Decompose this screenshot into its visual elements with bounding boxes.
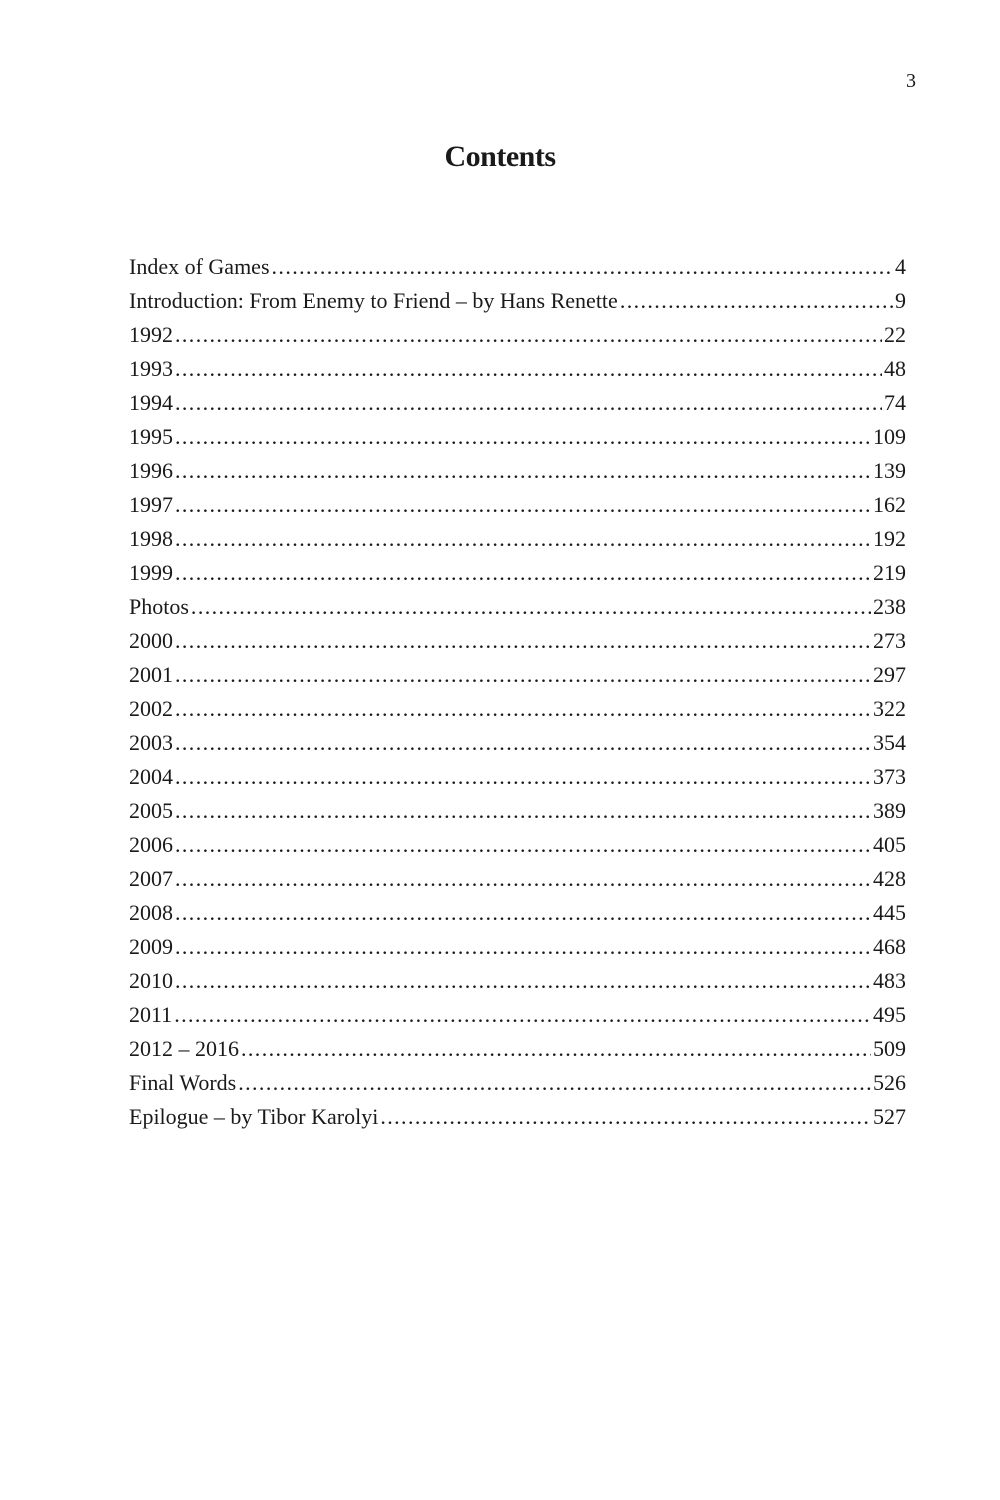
toc-entry-label: 2011 (129, 1002, 173, 1027)
toc-entry (129, 488, 906, 522)
toc-entry-label: Epilogue – by Tibor Karolyi (129, 1104, 379, 1129)
toc-dot-leader (380, 1100, 871, 1134)
toc-entry (129, 284, 906, 318)
toc-dot-leader (175, 556, 871, 590)
toc-entry-label: 2004 (129, 764, 173, 789)
toc-entry (129, 556, 906, 590)
toc-entry-page: 389 (873, 798, 906, 823)
page-number: 3 (906, 70, 916, 92)
toc-dot-leader (241, 1032, 871, 1066)
toc-dot-leader (175, 420, 871, 454)
toc-entry-label: 2005 (129, 798, 173, 823)
toc-entry-page: 238 (873, 594, 906, 619)
toc-dot-leader (175, 658, 871, 692)
toc-entry (129, 794, 906, 828)
toc-entry-page: 273 (873, 628, 906, 653)
toc-entry-page: 109 (873, 424, 906, 449)
toc-entry-label: 2001 (129, 662, 173, 687)
toc-entry-page: 483 (873, 968, 906, 993)
toc-entry-label: Introduction: From Enemy to Friend – by Hans Renette (129, 288, 618, 313)
toc-entry (129, 964, 906, 998)
toc-dot-leader (175, 794, 871, 828)
toc-entry-label: 2003 (129, 730, 173, 755)
toc-entry (129, 726, 906, 760)
toc-dot-leader (175, 896, 871, 930)
toc-entry-page: 4 (895, 254, 906, 279)
toc-entry-page: 162 (873, 492, 906, 517)
toc-dot-leader (272, 250, 893, 284)
toc-dot-leader (175, 760, 871, 794)
toc-entry (129, 1032, 906, 1066)
toc-entry-page: 48 (884, 356, 906, 381)
toc-entry (129, 930, 906, 964)
toc-entry-page: 22 (884, 322, 906, 347)
toc-entry (129, 250, 906, 284)
toc-entry (129, 1100, 906, 1134)
toc-entry-page: 322 (873, 696, 906, 721)
toc-dot-leader (175, 726, 871, 760)
toc-dot-leader (175, 862, 871, 896)
toc-dot-leader (175, 930, 871, 964)
toc-entry-label: 1996 (129, 458, 173, 483)
toc-dot-leader (175, 454, 871, 488)
toc-dot-leader (175, 488, 871, 522)
toc-entry-page: 468 (873, 934, 906, 959)
toc-entry-page: 428 (873, 866, 906, 891)
toc-entry (129, 352, 906, 386)
toc-entry (129, 862, 906, 896)
toc-dot-leader (191, 590, 871, 624)
toc-entry (129, 760, 906, 794)
toc-entry (129, 454, 906, 488)
toc-entry-page: 405 (873, 832, 906, 857)
toc-entry-label: 2007 (129, 866, 173, 891)
toc-entry-page: 527 (873, 1104, 906, 1129)
toc-entry-label: 2008 (129, 900, 173, 925)
toc-entry-label: 2012 – 2016 (129, 1036, 239, 1061)
toc-entry-label: Index of Games (129, 254, 270, 279)
toc-dot-leader (175, 522, 871, 556)
toc-entry (129, 420, 906, 454)
toc-entry-label: 1999 (129, 560, 173, 585)
table-of-contents (129, 250, 906, 1134)
toc-entry-label: 1995 (129, 424, 173, 449)
toc-entry-label: 2000 (129, 628, 173, 653)
page-title: Contents (444, 140, 556, 173)
toc-entry-label: 1997 (129, 492, 173, 517)
toc-entry-label: 2009 (129, 934, 173, 959)
toc-entry (129, 318, 906, 352)
toc-dot-leader (238, 1066, 871, 1100)
toc-entry-page: 219 (873, 560, 906, 585)
toc-entry-page: 9 (895, 288, 906, 313)
toc-entry (129, 386, 906, 420)
toc-entry (129, 1066, 906, 1100)
toc-dot-leader (174, 998, 871, 1032)
toc-entry-label: 2010 (129, 968, 173, 993)
toc-entry (129, 828, 906, 862)
toc-dot-leader (620, 284, 893, 318)
toc-entry (129, 896, 906, 930)
toc-entry-page: 354 (873, 730, 906, 755)
toc-dot-leader (175, 964, 871, 998)
toc-entry-page: 74 (884, 390, 906, 415)
toc-entry-label: Final Words (129, 1070, 237, 1095)
toc-dot-leader (175, 692, 871, 726)
toc-entry-label: 1993 (129, 356, 173, 381)
toc-entry-label: 2002 (129, 696, 173, 721)
toc-entry (129, 998, 906, 1032)
toc-entry-label: Photos (129, 594, 189, 619)
toc-entry-label: 2006 (129, 832, 173, 857)
toc-entry-page: 192 (873, 526, 906, 551)
toc-entry-page: 526 (873, 1070, 906, 1095)
toc-entry-label: 1994 (129, 390, 173, 415)
toc-entry-page: 495 (873, 1002, 906, 1027)
toc-entry-page: 139 (873, 458, 906, 483)
toc-entry (129, 624, 906, 658)
toc-entry-label: 1992 (129, 322, 173, 347)
toc-dot-leader (175, 386, 882, 420)
toc-dot-leader (175, 318, 882, 352)
toc-entry-page: 509 (873, 1036, 906, 1061)
toc-entry (129, 590, 906, 624)
toc-entry (129, 692, 906, 726)
toc-entry-label: 1998 (129, 526, 173, 551)
toc-entry-page: 373 (873, 764, 906, 789)
toc-entry (129, 658, 906, 692)
toc-entry-page: 445 (873, 900, 906, 925)
toc-dot-leader (175, 624, 871, 658)
toc-dot-leader (175, 352, 882, 386)
toc-entry-page: 297 (873, 662, 906, 687)
toc-dot-leader (175, 828, 871, 862)
toc-entry (129, 522, 906, 556)
